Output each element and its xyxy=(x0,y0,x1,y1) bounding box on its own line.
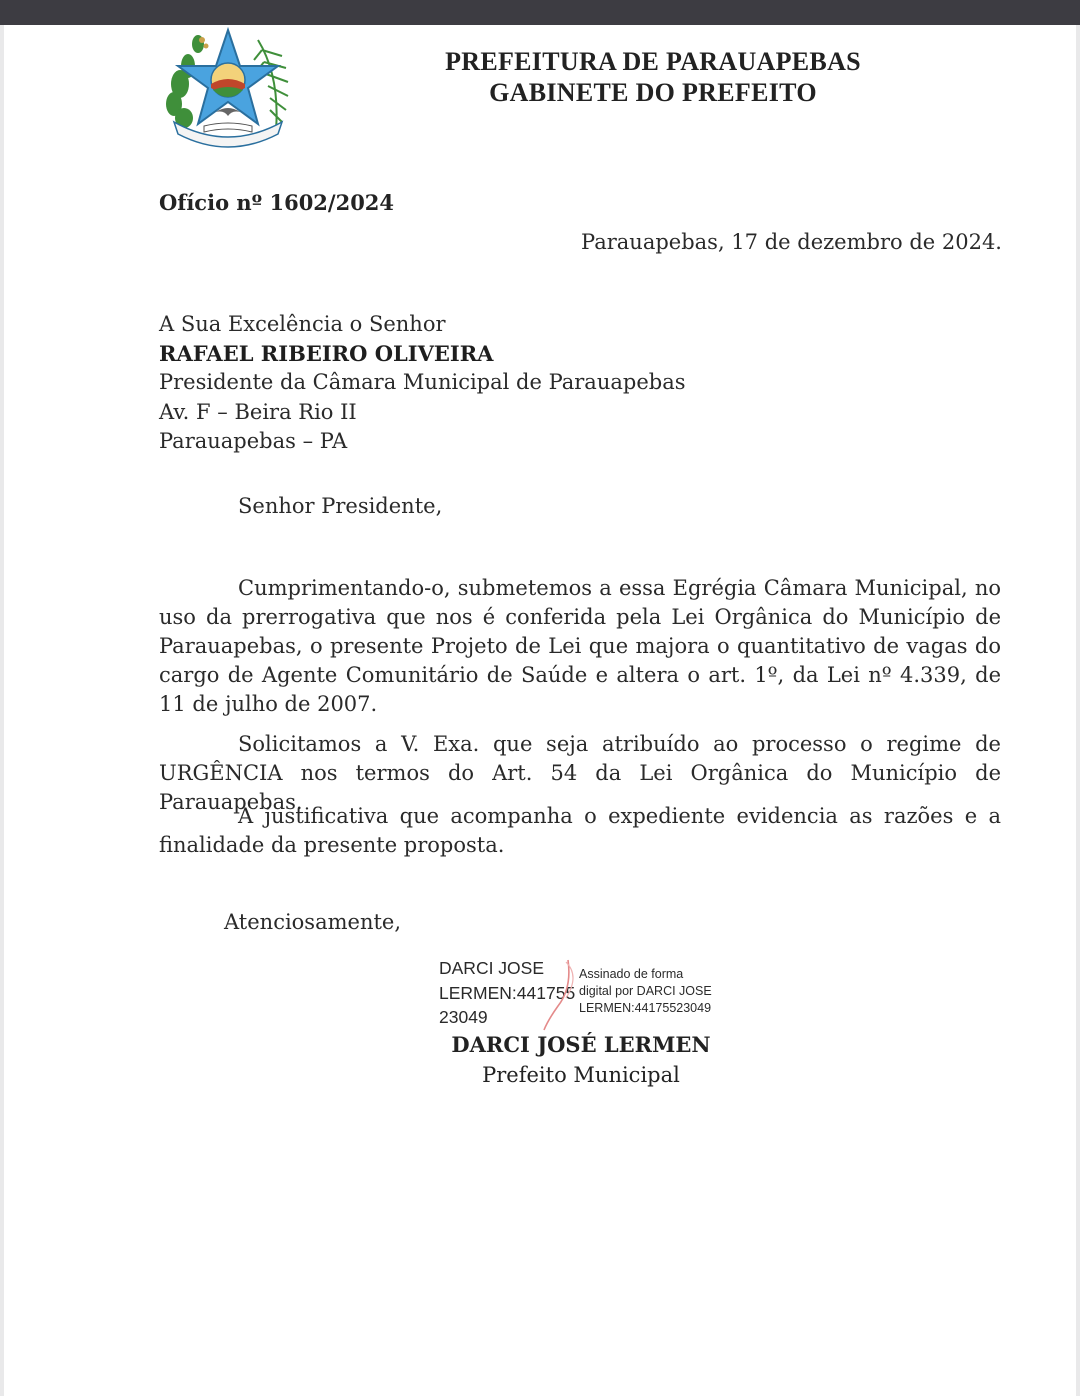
digital-signature-details xyxy=(579,966,712,1017)
viewer-top-bar xyxy=(0,0,1080,25)
recipient-block xyxy=(159,310,686,456)
signer-name: DARCI JOSÉ LERMEN xyxy=(451,1032,711,1057)
closing: Atenciosamente, xyxy=(224,910,402,934)
oficio-number: Ofício nº 1602/2024 xyxy=(159,190,395,215)
recipient-salutation-line: A Sua Excelência o Senhor xyxy=(159,312,446,336)
recipient-role: Presidente da Câmara Municipal de Parauapebas xyxy=(159,370,686,395)
salutation: Senhor Presidente, xyxy=(238,494,443,518)
recipient-city: Parauapebas – PA xyxy=(159,428,348,453)
digital-signature-name-line: 23049 xyxy=(439,1007,488,1027)
letterhead xyxy=(400,46,906,108)
body-paragraph-3: A justificativa que acompanha o expediente evidencia as razões e a finalidade da presente proposta. xyxy=(159,804,1001,857)
body-paragraph-2: Solicitamos a V. Exa. que seja atribuído ao processo o regime de URGÊNCIA nos termos do Art. 54 da Lei Orgânica do Município de Parauapebas. xyxy=(159,732,1001,814)
signer-block xyxy=(380,1030,782,1090)
signature-mark-icon xyxy=(536,958,580,1032)
digital-signature-detail-line: digital por DARCI JOSE xyxy=(579,984,712,998)
digital-signature-detail-line: LERMEN:44175523049 xyxy=(579,1001,712,1015)
digital-signature-name-line: DARCI JOSE xyxy=(439,958,545,978)
document-date: Parauapebas, 17 de dezembro de 2024. xyxy=(581,230,1002,254)
recipient-name: RAFAEL RIBEIRO OLIVEIRA xyxy=(159,341,494,367)
digital-signature-detail-line: Assinado de forma xyxy=(579,967,684,981)
digital-signature-name-line: LERMEN:441755 xyxy=(439,982,576,1003)
municipal-crest-icon xyxy=(158,26,298,150)
recipient-address: Av. F – Beira Rio II xyxy=(159,399,357,424)
body-paragraph-1: Cumprimentando-o, submetemos a essa Egrégia Câmara Municipal, no uso da prerrogativa que nos é conferida pela Lei Orgânica do Município de Parauapebas, o presente Projeto de Lei que majora o quantitativo de vagas do cargo de Agente Comunitário de Saúde e altera o art. 1º, da Lei nº 4.339, de 11 de julho de 2007. xyxy=(159,576,1001,716)
signer-title: Prefeito Municipal xyxy=(482,1063,680,1087)
letterhead-line-1: PREFEITURA DE PARAUAPEBAS xyxy=(445,47,861,76)
letterhead-line-2: GABINETE DO PREFEITO xyxy=(489,78,817,107)
